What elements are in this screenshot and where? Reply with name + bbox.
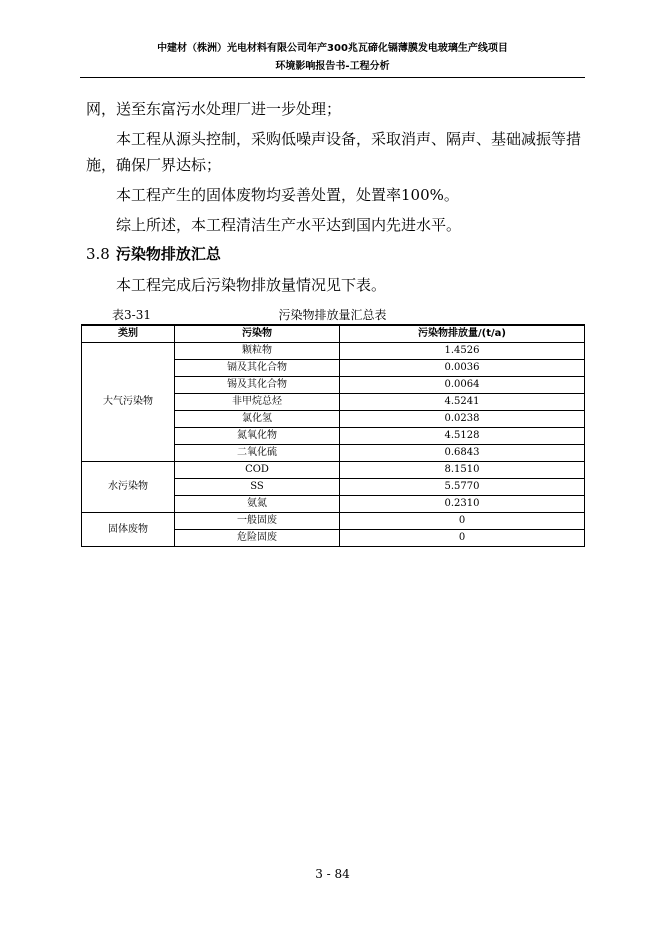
amount-cell: 5.5770 xyxy=(340,479,585,496)
pollutant-cell: 颗粒物 xyxy=(175,343,340,360)
amount-cell: 0 xyxy=(340,530,585,547)
pollutant-cell: SS xyxy=(175,479,340,496)
header-category: 类别 xyxy=(82,325,175,343)
amount-cell: 0.0238 xyxy=(340,411,585,428)
section-heading xyxy=(86,243,221,264)
page-number: 3 - 84 xyxy=(315,867,350,881)
paragraph: 本工程产生的固体废物均妥善处置，处置率100%。 xyxy=(116,186,459,204)
pollutant-cell: 锡及其化合物 xyxy=(175,377,340,394)
pollutant-cell: 氮氧化物 xyxy=(175,428,340,445)
table-intro: 本工程完成后污染物排放量情况见下表。 xyxy=(116,276,387,294)
category-cell: 固体废物 xyxy=(82,513,175,547)
section-title: 污染物排放汇总 xyxy=(115,245,221,263)
table-row xyxy=(82,343,585,360)
amount-cell: 0.6843 xyxy=(340,445,585,462)
pollutant-cell: 二氧化硫 xyxy=(175,445,340,462)
pollutant-cell: COD xyxy=(175,462,340,479)
pollutant-cell: 镉及其化合物 xyxy=(175,360,340,377)
amount-cell: 4.5128 xyxy=(340,428,585,445)
table-row xyxy=(82,462,585,479)
header-pollutant: 污染物 xyxy=(175,325,340,343)
amount-cell: 0.0064 xyxy=(340,377,585,394)
emissions-table xyxy=(81,324,585,547)
category-cell: 水污染物 xyxy=(82,462,175,513)
category-cell: 大气污染物 xyxy=(82,343,175,462)
header-rule xyxy=(80,77,585,78)
table-number: 表3-31 xyxy=(112,308,151,322)
amount-cell: 0 xyxy=(340,513,585,530)
pollutant-cell: 危险固废 xyxy=(175,530,340,547)
table-row xyxy=(82,513,585,530)
header-section-title: 环境影响报告书-工程分析 xyxy=(275,61,390,72)
header-amount: 污染物排放量/(t/a) xyxy=(340,325,585,343)
paragraph: 综上所述，本工程清洁生产水平达到国内先进水平。 xyxy=(116,216,462,234)
section-number: 3.8 xyxy=(86,245,110,263)
amount-cell: 0.0036 xyxy=(340,360,585,377)
amount-cell: 0.2310 xyxy=(340,496,585,513)
amount-cell: 4.5241 xyxy=(340,394,585,411)
paragraph: 本工程从源头控制，采购低噪声设备，采取消声、隔声、基础减振等措施，确保厂界达标； xyxy=(86,130,582,174)
table-title: 污染物排放量汇总表 xyxy=(278,308,387,322)
pollutant-cell: 非甲烷总烃 xyxy=(175,394,340,411)
table-body xyxy=(82,343,585,547)
pollutant-cell: 一般固废 xyxy=(175,513,340,530)
amount-cell: 8.1510 xyxy=(340,462,585,479)
running-header xyxy=(80,40,585,76)
pollutant-cell: 氨氮 xyxy=(175,496,340,513)
amount-cell: 1.4526 xyxy=(340,343,585,360)
table-header-row xyxy=(82,325,585,343)
pollutant-cell: 氯化氢 xyxy=(175,411,340,428)
paragraph: 网，送至东富污水处理厂进一步处理； xyxy=(86,100,342,118)
header-project-title: 中建材（株洲）光电材料有限公司年产300兆瓦碲化镉薄膜发电玻璃生产线项目 xyxy=(157,43,508,54)
